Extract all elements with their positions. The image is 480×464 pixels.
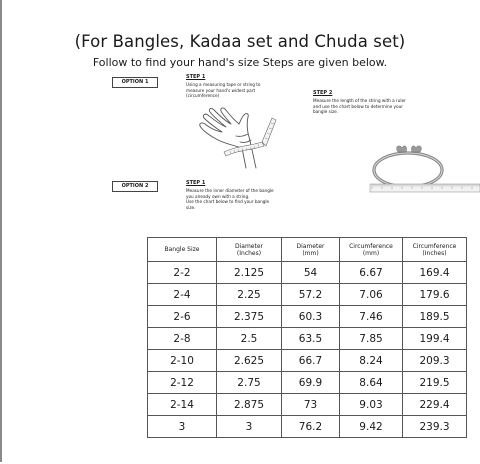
page-title: (For Bangles, Kadaa set and Chuda set): [74, 32, 406, 51]
table-cell: 8.64: [340, 372, 403, 394]
table-cell: 6.67: [340, 262, 403, 284]
table-cell: 7.46: [340, 306, 403, 328]
table-cell: 2-14: [148, 394, 217, 416]
option-1-step-2-heading: STEP 2: [313, 90, 333, 96]
table-cell: 2.5: [217, 328, 282, 350]
page-subtitle: Follow to find your hand's size Steps are given below.: [92, 56, 388, 69]
table-cell: 9.42: [340, 416, 403, 438]
table-cell: 239.3: [403, 416, 467, 438]
table-cell: 3: [148, 416, 217, 438]
table-cell: 76.2: [282, 416, 340, 438]
table-cell: 209.3: [403, 350, 467, 372]
table-row: [148, 284, 467, 306]
table-cell: 2-6: [148, 306, 217, 328]
table-cell: 60.3: [282, 306, 340, 328]
table-cell: 219.5: [403, 372, 467, 394]
hand-measuring-tape-icon: [196, 106, 280, 172]
option-1-label: OPTION 1: [112, 77, 158, 88]
header-circumference-mm: Circumference (mm): [340, 238, 403, 262]
table-cell: 2-4: [148, 284, 217, 306]
table-cell: 229.4: [403, 394, 467, 416]
table-cell: 66.7: [282, 350, 340, 372]
table-cell: 2-12: [148, 372, 217, 394]
table-cell: 179.6: [403, 284, 467, 306]
table-cell: 2-10: [148, 350, 217, 372]
table-cell: 2.375: [217, 306, 282, 328]
table-cell: 63.5: [282, 328, 340, 350]
table-cell: 9.03: [340, 394, 403, 416]
table-row: [148, 394, 467, 416]
table-cell: 54: [282, 262, 340, 284]
table-cell: 2.25: [217, 284, 282, 306]
table-cell: 2-8: [148, 328, 217, 350]
option-1-step-1-text: Using a measuring tape or string to measure your hand's widest part (circumference): [186, 82, 261, 99]
table-cell: 169.4: [403, 262, 467, 284]
header-diameter-inches: Diameter (Inches): [217, 238, 282, 262]
table-row: [148, 328, 467, 350]
table-cell: 7.85: [340, 328, 403, 350]
table-header-row: [148, 238, 467, 262]
table-cell: 3: [217, 416, 282, 438]
option-1-step-2-text: Measure the length of the string with a ruler and use the chart below to determine your bangle size.: [313, 98, 406, 115]
table-cell: 8.24: [340, 350, 403, 372]
table-cell: 7.06: [340, 284, 403, 306]
table-cell: 2.875: [217, 394, 282, 416]
bangle-size-table: [147, 237, 467, 438]
table-row: [148, 262, 467, 284]
table-row: [148, 350, 467, 372]
header-bangle-size: Bangle Size: [148, 238, 217, 262]
bangle-on-ruler-icon: [364, 140, 480, 208]
table-cell: 2.625: [217, 350, 282, 372]
table-cell: 2.75: [217, 372, 282, 394]
table-row: [148, 372, 467, 394]
table-row: [148, 416, 467, 438]
option-2-step-1-heading: STEP 1: [186, 180, 206, 186]
table-cell: 57.2: [282, 284, 340, 306]
table-cell: 199.4: [403, 328, 467, 350]
header-circumference-inches: Circumference (Inches): [403, 238, 467, 262]
table-cell: 69.9: [282, 372, 340, 394]
table-cell: 73: [282, 394, 340, 416]
table-cell: 189.5: [403, 306, 467, 328]
option-2-label: OPTION 2: [112, 181, 158, 192]
header-diameter-mm: Diameter (mm): [282, 238, 340, 262]
table-cell: 2.125: [217, 262, 282, 284]
table-body: [148, 262, 467, 438]
option-1-step-1-heading: STEP 1: [186, 74, 206, 80]
table-row: [148, 306, 467, 328]
option-2-step-1-text: Measure the inner diameter of the bangle you already own with a string. Use the chart below to find your bangle size.: [186, 188, 274, 210]
table-cell: 2-2: [148, 262, 217, 284]
